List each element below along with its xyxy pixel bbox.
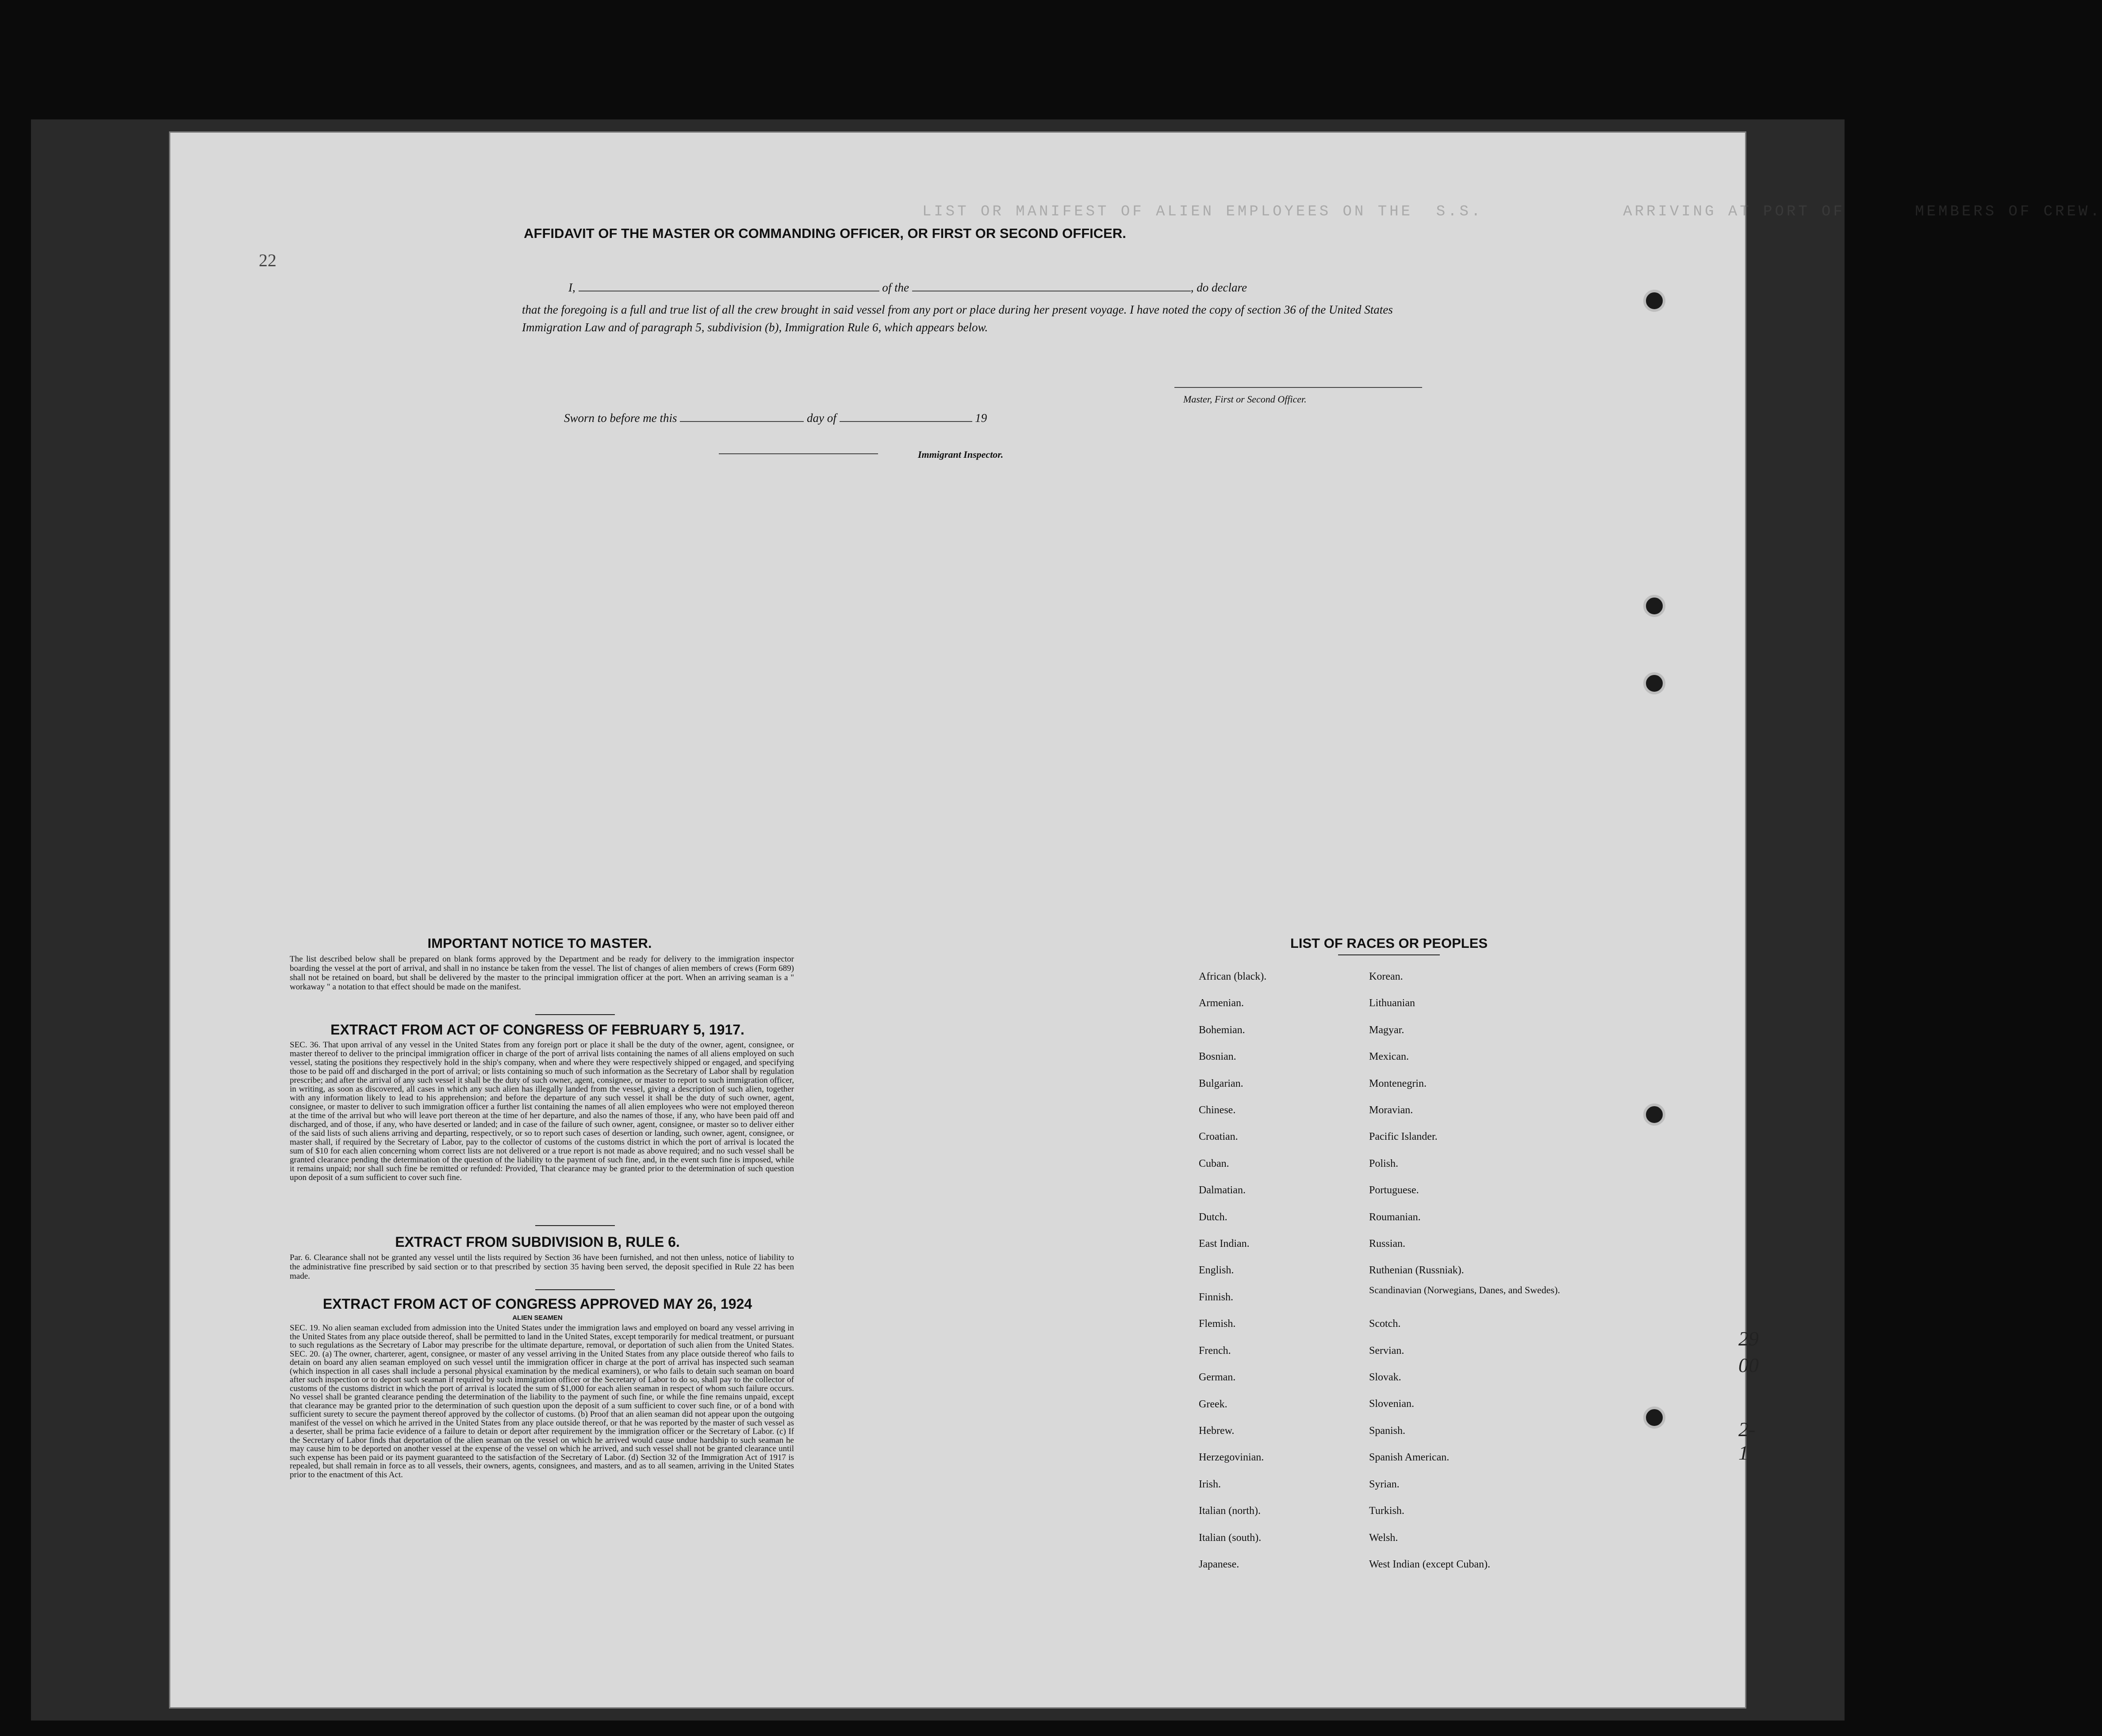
manifest-page — [170, 133, 2102, 1707]
race-item: Mexican. — [1369, 1051, 1409, 1063]
race-item: Polish. — [1369, 1157, 1399, 1169]
race-item: Hebrew. — [1199, 1425, 1235, 1437]
race-item: Slovenian. — [1369, 1398, 1414, 1410]
race-item: French. — [1199, 1345, 1231, 1357]
sworn-month-field[interactable] — [840, 421, 972, 422]
name-field[interactable] — [579, 290, 879, 291]
signature-line[interactable] — [1174, 387, 1422, 388]
race-item: West Indian (except Cuban). — [1369, 1558, 1490, 1570]
race-item: Ruthenian (Russniak). — [1369, 1265, 1464, 1276]
race-item: Flemish. — [1199, 1318, 1236, 1330]
extract-rule6-body: Par. 6. Clearance shall not be granted any vessel until the lists required by Section 36 have been furnished, and not then unless, notice of liability to the administrative fine prescribed by said section or to that prescribed by section 35 having been served, the deposit specified in Rule 22 has been made. — [290, 1253, 794, 1281]
margin-note: 29 — [1738, 1327, 1759, 1350]
race-item: Bosnian. — [1199, 1051, 1236, 1063]
race-item: Dalmatian. — [1199, 1184, 1246, 1196]
divider — [535, 1225, 615, 1226]
race-item: Dutch. — [1199, 1211, 1227, 1223]
notice-title: IMPORTANT NOTICE TO MASTER. — [427, 935, 652, 951]
race-item: German. — [1199, 1372, 1236, 1383]
race-item: Lithuanian — [1369, 997, 1415, 1009]
extract-rule6-title: EXTRACT FROM SUBDIVISION B, RULE 6. — [395, 1234, 680, 1250]
declaration-line — [568, 281, 1524, 295]
divider — [535, 1014, 615, 1015]
binder-hole — [1643, 1104, 1665, 1126]
extract-1917-title: EXTRACT FROM ACT OF CONGRESS OF FEBRUARY 5, 1917. — [330, 1022, 744, 1038]
race-item: Armenian. — [1199, 997, 1244, 1009]
declaration-do-declare: , do declare — [1190, 281, 1247, 294]
race-item: Korean. — [1369, 971, 1403, 982]
races-title: LIST OF RACES OR PEOPLES — [1290, 935, 1488, 951]
bleed-through-background: LIST OR MANIFEST OF ALIEN EMPLOYEES ON THE S.S. ARRIVING AT PORT OF MEMBERS OF CREW. — [922, 203, 2102, 220]
declaration-of-the: of the — [882, 281, 909, 294]
race-item: Finnish. — [1199, 1291, 1234, 1303]
race-item: Syrian. — [1369, 1478, 1400, 1490]
year-text: 19 — [975, 411, 987, 425]
race-item: African (black). — [1199, 971, 1267, 982]
race-item: Herzegovinian. — [1199, 1452, 1264, 1464]
race-item: Welsh. — [1369, 1532, 1398, 1544]
divider — [1338, 954, 1440, 955]
race-item: Spanish American. — [1369, 1452, 1450, 1464]
race-item: Roumanian. — [1369, 1211, 1421, 1223]
inspector-line[interactable] — [719, 453, 878, 454]
race-item: Bulgarian. — [1199, 1077, 1243, 1089]
race-item: Bohemian. — [1199, 1024, 1245, 1036]
day-of-text: day of — [807, 411, 836, 425]
race-item: Japanese. — [1199, 1558, 1239, 1570]
race-item: Portuguese. — [1369, 1184, 1419, 1196]
extract-1924-body: SEC. 19. No alien seaman excluded from admission into the United States under the immigration laws and employed on board any vessel arriving in the United States from any place outside thereof, shall be permitted to land in the United States, except temporarily for medical treatment, or pursuant to such regulations as the Secretary of Labor may prescribe for the ultimate departure, removal, or deportation of such alien from the United States. SEC. 20. (a) The owner, charterer, agent, consignee, or master of any vessel arriving in the United States from any place outside thereof who fails to detain on board any alien seaman employed on such vessel until the immigration officer in charge at the port of arrival has inspected such seaman (which inspection in all cases shall include a personal physical examination by the medical examiners), or who fails to detain such seaman on board after such inspection or to deport such seaman if required by such immigration officer or the Secretary of Labor to do so, shall pay to the collector of customs of the customs district in which the port of arrival is located the sum of $1,000 for each alien seaman in respect of whom such failure occurs. No vessel shall be granted clearance pending the determination of the liability to the payment of such fine, or while the fine remains unpaid, except that clearance may be granted prior to the determination of such question upon the deposit of a sum sufficient to cover such fine, or of a bond with sufficient surety to secure the payment thereof approved by the collector of customs. (b) Proof that an alien seaman did not appear upon the outgoing manifest of the vessel on which he arrived in the United States from any place outside thereof, or that he was reported by the master of such vessel as a deserter, shall be prima facie evidence of a failure to detain or deport after requirement by the immigration officer or the Secretary of Labor. (c) If the Secretary of Labor finds that deportation of the alien seaman on the vessel on which he arrived would cause undue hardship to such seaman he may cause him to be deported on another vessel at the expense of the vessel on which he arrived, and such vessel shall not be granted clearance until such expense has been paid or its payment guaranteed to the satisfaction of the Secretary of Labor. (d) Section 32 of the Immigration Act of 1917 is repealed, but shall remain in force as to all vessels, their owners, agents, consignees, and masters, and as to all seamen, arriving in the United States prior to the enactment of this Act. — [290, 1323, 794, 1479]
races-left-column — [1199, 963, 1367, 1578]
divider — [535, 1289, 615, 1290]
inspector-label: Immigrant Inspector. — [918, 449, 1004, 460]
binder-hole — [1643, 1406, 1665, 1429]
race-item: Croatian. — [1199, 1131, 1238, 1143]
race-item: Irish. — [1199, 1478, 1221, 1490]
margin-note: 00 — [1738, 1354, 1759, 1376]
signature-label: Master, First or Second Officer. — [1183, 394, 1307, 405]
extract-1924-title: EXTRACT FROM ACT OF CONGRESS APPROVED MAY 26, 1924 — [322, 1296, 752, 1312]
vessel-field[interactable] — [912, 290, 1191, 291]
race-item: Italian (south). — [1199, 1532, 1262, 1544]
sworn-line — [564, 411, 987, 425]
race-item: Spanish. — [1369, 1425, 1406, 1437]
extract-1917-body: SEC. 36. That upon arrival of any vessel in the United States from any foreign port or place it shall be the duty of the owner, agent, consignee, or master thereof to deliver to the principal immigration officer in charge of the port of arrival lists containing the names of all aliens employed on such vessel, stating the positions they respectively hold in the ship's company, when and where they were respectively shipped or engaged, and specifying those to be paid off and discharged in the port of arrival; or lists containing so much of such information as the Secretary of Labor shall by regulation prescribe; and after the arrival of any such vessel it shall be the duty of such owner, agent, consignee, or master to report to such immigration officer, in writing, as soon as discovered, all cases in which any such alien has illegally landed from the vessel, giving a description of such alien, together with any information likely to lead to his apprehension; and before the departure of any such vessel it shall be the duty of such owner, agent, consignee, or master to deliver to such immigration officer a further list containing the names of all alien employees who were not employed thereon at the time of the arrival but who will leave port thereon at the time of her departure, and also the names of those, if any, who have been paid off and discharged, and of those, if any, who have deserted or landed; and in case of the failure of such owner, agent, consignee, or master so to deliver either of the said lists of such aliens arriving and departing, respectively, or so to report such cases of desertion or landing, such owner, agent, consignee, or master shall, if required by the Secretary of Labor, pay to the collector of customs of the customs district in which the port of arrival is located the sum of $10 for each alien concerning whom correct lists are not delivered or a true report is not made as above required; and no such vessel shall be granted clearance pending the determination of the question of the liability to the payment of such fine, and, in the event such fine is imposed, while it remains unpaid; nor shall such fine be remitted or refunded: Provided, That clearance may be granted prior to the determination of such question upon deposit of a sum sufficient to cover such fine. — [290, 1040, 794, 1182]
race-item: Turkish. — [1369, 1505, 1404, 1517]
race-item: Moravian. — [1369, 1104, 1413, 1116]
race-item: Servian. — [1369, 1345, 1404, 1357]
races-right-column — [1369, 963, 1564, 1578]
margin-note: 2-1 — [1738, 1418, 1756, 1464]
race-item: Russian. — [1369, 1238, 1406, 1250]
race-item: Cuban. — [1199, 1157, 1229, 1169]
race-item: Scotch. — [1369, 1318, 1401, 1330]
race-item: Greek. — [1199, 1398, 1227, 1410]
affidavit-title: AFFIDAVIT OF THE MASTER OR COMMANDING OFFICER, OR FIRST OR SECOND OFFICER. — [524, 226, 1126, 241]
race-item: Montenegrin. — [1369, 1077, 1427, 1089]
declaration-body: that the foregoing is a full and true list of all the crew brought in said vessel from any port or place during her present voyage. I have noted the copy of section 36 of the United States Immigration Law and of paragraph 5, subdivision (b), Immigration Rule 6, which appears below. — [522, 303, 1393, 334]
binder-hole — [1643, 595, 1665, 617]
declaration-i: I, — [568, 281, 575, 294]
race-item: Italian (north). — [1199, 1505, 1261, 1517]
sworn-text: Sworn to before me this — [564, 411, 677, 425]
race-item: Pacific Islander. — [1369, 1131, 1438, 1143]
sworn-day-field[interactable] — [680, 421, 804, 422]
race-item: East Indian. — [1199, 1238, 1250, 1250]
race-item: Chinese. — [1199, 1104, 1236, 1116]
race-item: Scandinavian (Norwegians, Danes, and Swedes). — [1369, 1284, 1560, 1295]
binder-hole — [1643, 290, 1665, 312]
race-item: Slovak. — [1369, 1372, 1401, 1383]
binder-hole — [1643, 672, 1665, 694]
extract-1924-subtitle: ALIEN SEAMEN — [512, 1314, 563, 1322]
race-item: Magyar. — [1369, 1024, 1404, 1036]
race-item: English. — [1199, 1265, 1234, 1276]
page-number: 22 — [259, 250, 276, 270]
notice-body: The list described below shall be prepared on blank forms approved by the Department and be ready for delivery to the immigration inspector boarding the vessel at the port of arrival, and shall in no instance be taken from the vessel. The list of changes of alien members of crews (Form 689) shall not be retained on board, but shall be delivered by the master to the principal immigration officer at the port. When an arriving seaman is a " workaway " a notation to that effect should be made on the manifest. — [290, 954, 794, 992]
